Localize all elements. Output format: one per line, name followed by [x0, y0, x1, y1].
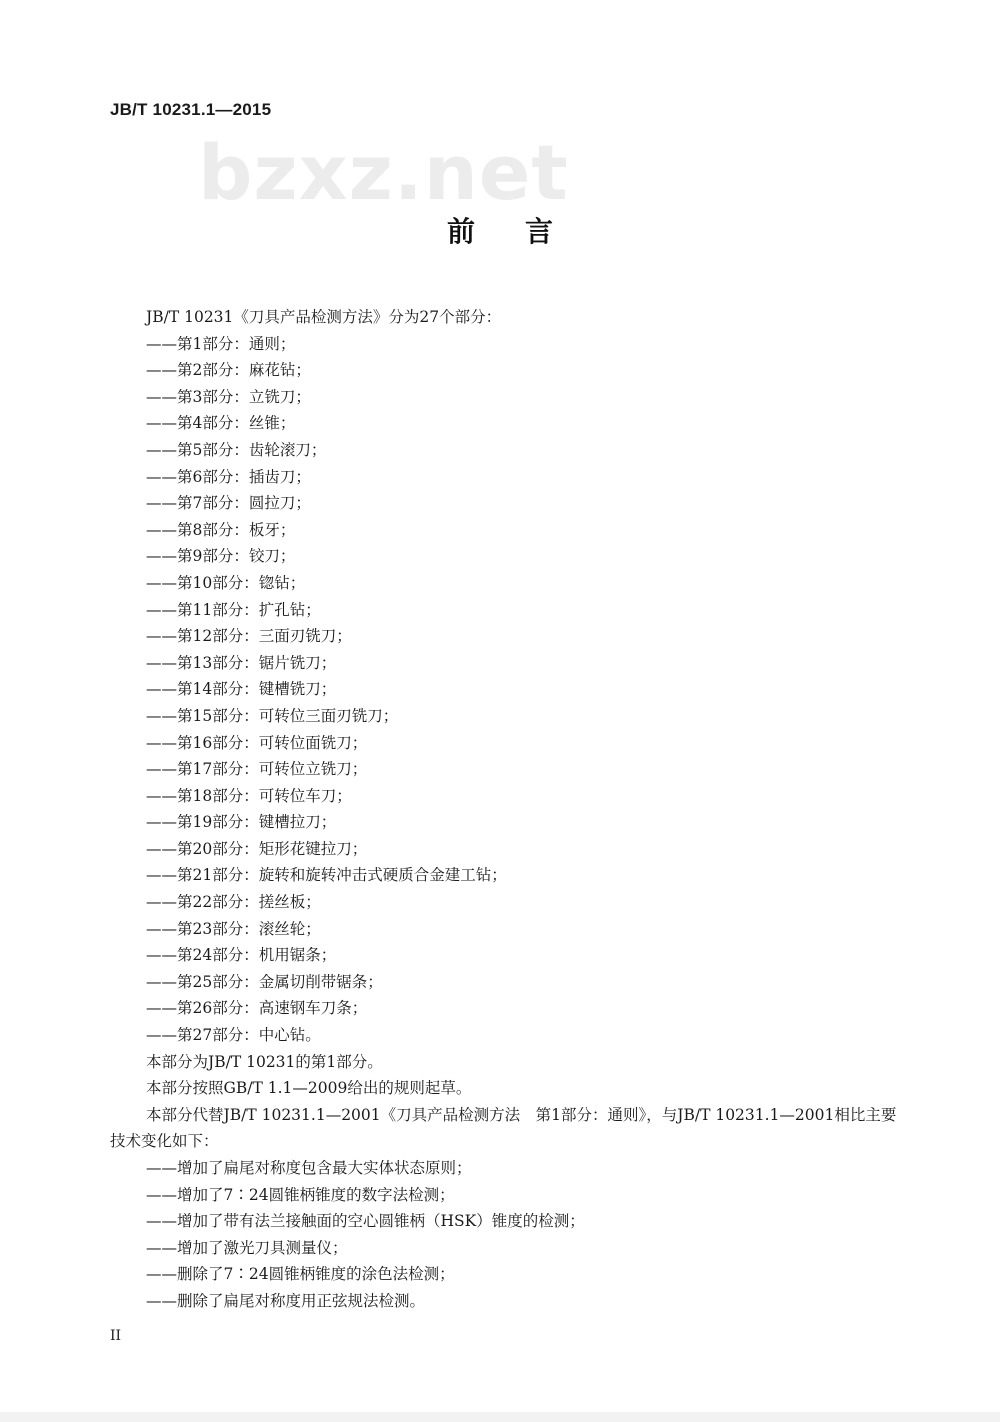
part-list-item: ——第20部分：矩形花键拉刀；: [146, 839, 368, 858]
change-list-item: ——增加了激光刀具测量仪；: [146, 1238, 348, 1257]
part-list-item: ——第4部分：丝锥；: [146, 414, 296, 433]
part-list-item: ——第13部分：锯片铣刀；: [146, 653, 337, 672]
change-list-item: ——增加了7∶24圆锥柄锥度的数字法检测；: [146, 1185, 455, 1204]
part-list-item: ——第22部分：搓丝板；: [146, 893, 321, 912]
part-list-item: ——第25部分：金属切削带锯条；: [146, 972, 383, 991]
part-list-item: ——第8部分：板牙；: [146, 520, 296, 539]
part-list-item: ——第1部分：通则；: [146, 334, 296, 353]
watermark: bzxz.net: [198, 128, 569, 217]
part-list-item: ——第7部分：圆拉刀；: [146, 494, 311, 513]
part-list-item: ——第15部分：可转位三面刃铣刀；: [146, 706, 399, 725]
part-list-item: ——第17部分：可转位立铣刀；: [146, 760, 368, 779]
part-list-item: ——第24部分：机用锯条；: [146, 946, 337, 965]
change-list-item: ——删除了7∶24圆锥柄锥度的涂色法检测；: [146, 1265, 455, 1284]
part-list-item: ——第26部分：高速钢车刀条；: [146, 999, 368, 1018]
body-text: [110, 304, 910, 1315]
part-list-item: ——第9部分：铰刀；: [146, 547, 296, 566]
part-list-item: ——第27部分：中心钻。: [146, 1026, 321, 1045]
standard-code: JB/T 10231.1—2015: [110, 100, 272, 119]
change-list-item: ——增加了带有法兰接触面的空心圆锥柄（HSK）锥度的检测；: [146, 1212, 585, 1231]
part-list-item: ——第11部分：扩孔钻；: [146, 600, 321, 619]
bottom-edge: [0, 1412, 1000, 1422]
part-list-item: ——第10部分：锪钻；: [146, 573, 306, 592]
part-list-item: ——第12部分：三面刃铣刀；: [146, 627, 352, 646]
changes-list: [110, 1155, 910, 1315]
part-of-statement: 本部分为JB/T 10231的第1部分。: [146, 1052, 383, 1071]
change-list-item: ——删除了扁尾对称度用正弦规法检测。: [146, 1291, 426, 1310]
replaces-statement: 本部分代替JB/T 10231.1—2001《刀具产品检测方法 第1部分：通则》，与JB/T 10231.1—2001相比主要技术变化如下：: [110, 1105, 897, 1151]
part-list-item: ——第3部分：立铣刀；: [146, 387, 311, 406]
change-list-item: ——增加了扁尾对称度包含最大实体状态原则；: [146, 1159, 472, 1177]
part-list-item: ——第23部分：滚丝轮；: [146, 919, 321, 938]
part-list-item: ——第6部分：插齿刀；: [146, 467, 311, 486]
parts-list: [110, 331, 910, 1049]
part-list-item: ——第21部分：旋转和旋转冲击式硬质合金建工钻；: [146, 866, 507, 885]
part-list-item: ——第19部分：键槽拉刀；: [146, 813, 337, 832]
intro-paragraph: JB/T 10231《刀具产品检测方法》分为27个部分：: [146, 308, 502, 326]
part-list-item: ——第5部分：齿轮滚刀；: [146, 440, 327, 459]
part-list-item: ——第2部分：麻花钻；: [146, 361, 311, 380]
page-title: 前言: [446, 215, 603, 248]
drafting-statement: 本部分按照GB/T 1.1—2009给出的规则起草。: [146, 1079, 472, 1098]
part-list-item: ——第18部分：可转位车刀；: [146, 786, 352, 805]
part-list-item: ——第16部分：可转位面铣刀；: [146, 733, 368, 752]
page-number: II: [110, 1328, 122, 1344]
part-list-item: ——第14部分：键槽铣刀；: [146, 680, 337, 699]
